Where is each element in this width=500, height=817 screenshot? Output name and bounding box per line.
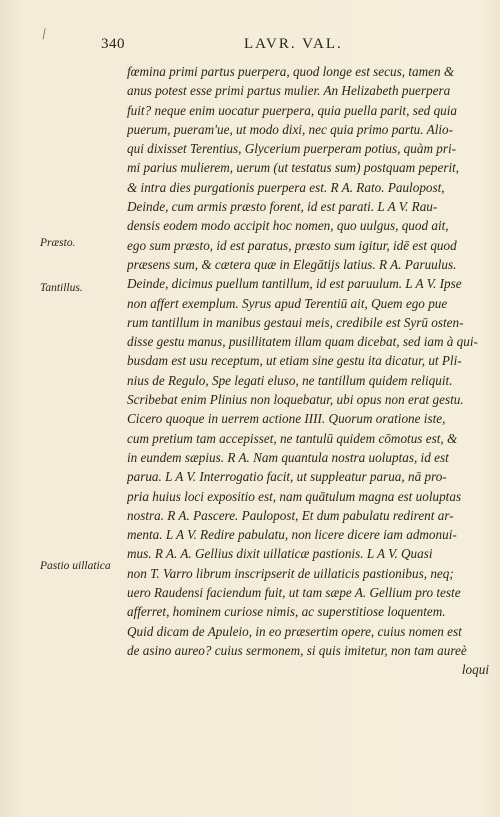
text-line: mi parius mulierem, uerum (ut testatus sum) postquam peperit, bbox=[127, 160, 460, 176]
body-text bbox=[127, 62, 489, 680]
text-line: densis eodem modo accipit hoc nomen, quo uulgus, quod ait, bbox=[127, 218, 449, 234]
margin-note-pastio: Pastio uillatica bbox=[40, 560, 111, 572]
text-line: in eundem sæpius. R A. Nam quantula nostra uoluptas, id est bbox=[127, 449, 449, 465]
text-line: uero Raudensi faciendum fuit, ut tam sæpe A. Gellium pro teste bbox=[127, 585, 461, 601]
text-line: disse gestu manus, pusillitatem illam quam dicebat, sed iam à qui- bbox=[127, 334, 478, 350]
text-line: non affert exemplum. Syrus apud Terentiū ait, Quem ego pue bbox=[127, 295, 448, 311]
margin-note-praesto: Præsto. bbox=[40, 237, 76, 249]
margin-note-tantillus: Tantillus. bbox=[40, 282, 83, 294]
text-line: Cicero quoque in uerrem actione IIII. Quorum oratione iste, bbox=[127, 411, 446, 427]
text-line: pria huius loci expositio est, nam quātulum magna est uoluptas bbox=[127, 488, 462, 504]
text-line: Deinde, cum armis præsto forent, id est parati. L A V. Rau- bbox=[127, 199, 438, 215]
page-number: 340 bbox=[101, 36, 125, 52]
text-line: non T. Varro librum inscripserit de uillaticis pastionibus, neq; bbox=[127, 565, 454, 581]
text-line: Quid dicam de Apuleio, in eo præsertim opere, cuius nomen est bbox=[127, 623, 462, 639]
text-line: Deinde, dicimus puellum tantillum, id est paruulum. L A V. Ipse bbox=[127, 276, 462, 292]
text-line: anus potest esse primi partus mulier. An Helizabeth puerpera bbox=[127, 83, 451, 99]
text-line: de asino aureo? cuius sermonem, si quis imitetur, non tam aureè bbox=[127, 642, 467, 658]
text-line: nius de Regulo, Spe legati eluso, ne tantillum quidem reliquit. bbox=[127, 372, 453, 388]
text-line: busdam est usu receptum, ut etiam sine gestu ita dicatur, ut Pli- bbox=[127, 353, 462, 369]
text-line: ego sum præsto, id est paratus, præsto sum igitur, idē est quod bbox=[127, 237, 457, 253]
text-line: qui dixisset Terentius, Glycerium puerperam potius, quàm pri- bbox=[127, 141, 457, 157]
text-line: puerum, pueram'ue, ut modo dixi, nec quia primo partu. Alio- bbox=[127, 121, 454, 137]
text-line: afferret, hominem curiose nimis, ac superstitiose loquentem. bbox=[127, 604, 446, 620]
catchword: loqui bbox=[461, 662, 489, 678]
text-line: menta. L A V. Redire pabulatu, non licere dicere iam admonui- bbox=[127, 527, 457, 543]
text-line: & intra dies purgationis puerpera est. R A. Rato. Paulopost, bbox=[127, 179, 445, 195]
text-line: fœmina primi partus puerpera, quod longe est secus, tamen & bbox=[127, 64, 455, 79]
text-line: præsens sum, & cætera quæ in Elegātijs latius. R A. Paruulus. bbox=[127, 256, 457, 272]
text-line: Scribebat enim Plinius non loquebatur, ubi opus non erat gestu. bbox=[127, 392, 464, 408]
text-line: cum pretium tam accepisset, ne tantulū quidem cōmotus est, & bbox=[127, 430, 458, 446]
text-line: parua. L A V. Interrogatio facit, ut suppleatur parua, nā pro- bbox=[127, 469, 447, 485]
pen-mark: / bbox=[40, 25, 48, 44]
text-line: rum tantillum in manibus gestaui meis, credibile est Syrū osten- bbox=[127, 314, 464, 330]
text-line: fuit? neque enim uocatur puerpera, quia puella parit, sed quia bbox=[127, 102, 458, 118]
running-head: LAVR. VAL. bbox=[244, 36, 343, 52]
text-line: nostra. R A. Pascere. Paulopost, Et dum pabulatu redirent ar- bbox=[127, 507, 454, 523]
text-line: mus. R A. A. Gellius dixit uillaticæ pastionis. L A V. Quasi bbox=[127, 546, 433, 562]
